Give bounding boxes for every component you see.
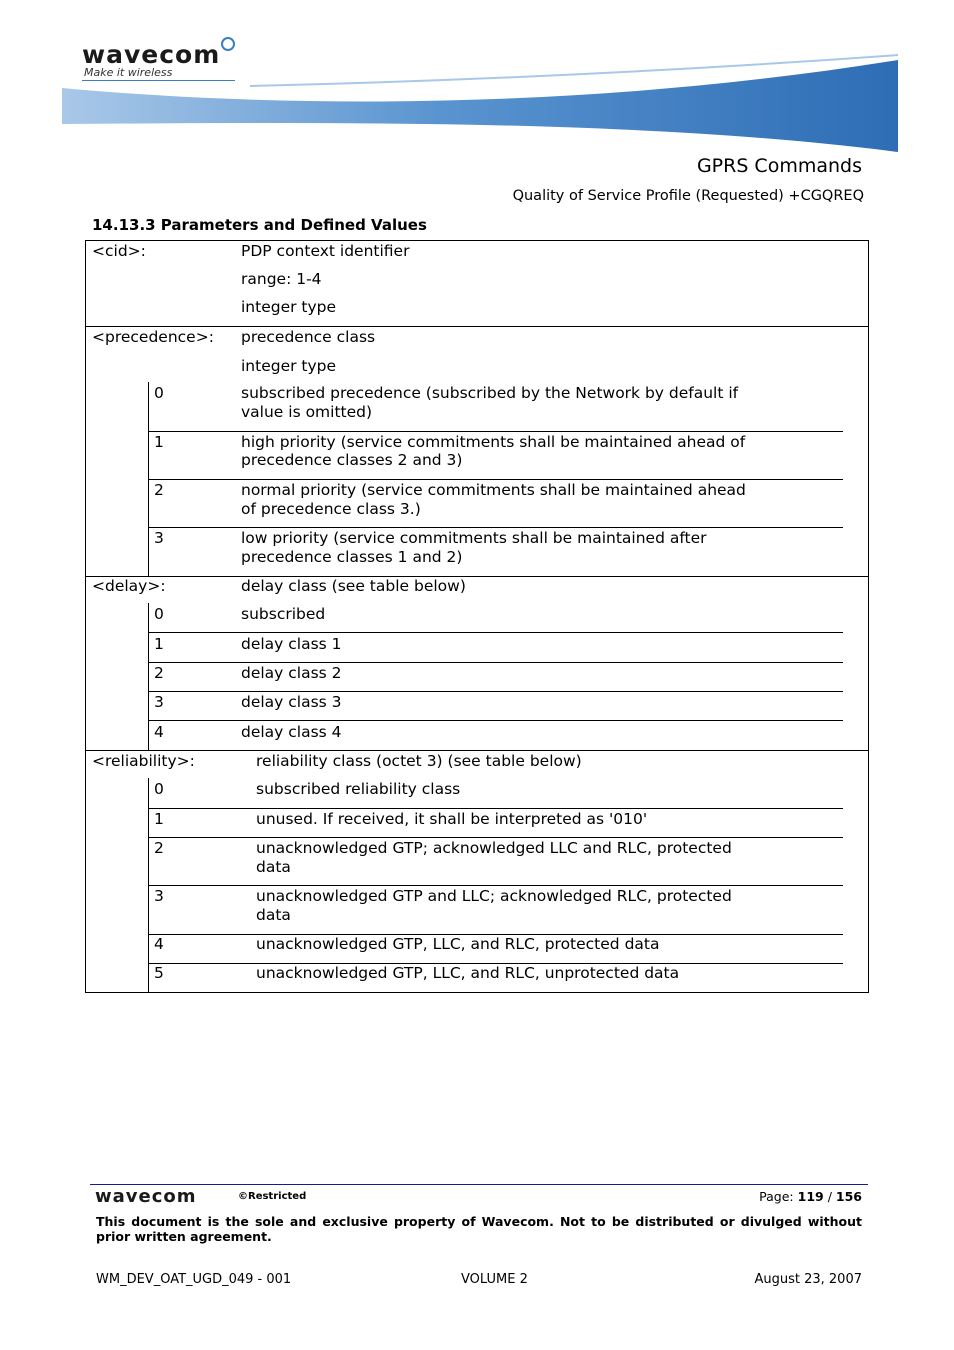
value-code: 1 bbox=[154, 433, 164, 451]
row-divider bbox=[86, 326, 868, 327]
value-desc: delay class 1 bbox=[241, 635, 342, 653]
value-desc: subscribed reliability class bbox=[256, 780, 461, 798]
param-desc: PDP context identifier bbox=[241, 242, 410, 260]
value-code: 3 bbox=[154, 529, 164, 547]
value-desc: unacknowledged GTP, LLC, and RLC, unprotected data bbox=[256, 964, 680, 982]
value-desc: of precedence class 3.) bbox=[241, 500, 421, 518]
value-desc: delay class 3 bbox=[241, 693, 342, 711]
value-code: 1 bbox=[154, 810, 164, 828]
row-divider bbox=[86, 576, 868, 577]
param-name-precedence: <precedence>: bbox=[92, 328, 214, 346]
value-desc: subscribed bbox=[241, 605, 326, 623]
chapter-title: GPRS Commands bbox=[696, 155, 862, 177]
value-code: 3 bbox=[154, 887, 164, 905]
header-swoosh bbox=[0, 50, 954, 160]
value-code: 0 bbox=[154, 605, 164, 623]
param-desc: integer type bbox=[241, 357, 337, 375]
value-code: 0 bbox=[154, 780, 164, 798]
value-desc: unused. If received, it shall be interpreted as '010' bbox=[256, 810, 648, 828]
footer-logo: wavecom bbox=[95, 1186, 197, 1207]
value-desc: low priority (service commitments shall be maintained after bbox=[241, 529, 707, 547]
value-desc: data bbox=[256, 906, 291, 924]
value-divider bbox=[148, 479, 843, 480]
value-desc: unacknowledged GTP; acknowledged LLC and RLC, protected bbox=[256, 839, 732, 857]
value-desc: unacknowledged GTP and LLC; acknowledged RLC, protected bbox=[256, 887, 732, 905]
page-separator: / bbox=[827, 1189, 832, 1204]
value-code: 1 bbox=[154, 635, 164, 653]
param-desc: precedence class bbox=[241, 328, 376, 346]
param-desc: reliability class (octet 3) (see table below) bbox=[256, 752, 582, 770]
value-desc: high priority (service commitments shall be maintained ahead of bbox=[241, 433, 746, 451]
page-current: 119 bbox=[797, 1189, 824, 1204]
value-divider bbox=[148, 720, 843, 721]
value-code: 2 bbox=[154, 839, 164, 857]
restricted-label: ©Restricted bbox=[238, 1191, 307, 1202]
page-total: 156 bbox=[835, 1189, 862, 1204]
param-desc: range: 1-4 bbox=[241, 270, 322, 288]
value-desc: value is omitted) bbox=[241, 403, 373, 421]
value-desc: data bbox=[256, 858, 291, 876]
section-heading: 14.13.3 Parameters and Defined Values bbox=[92, 216, 427, 234]
value-divider bbox=[148, 837, 843, 838]
param-name-cid: <cid>: bbox=[92, 242, 146, 260]
footer-divider bbox=[90, 1184, 868, 1185]
logo-tagline: Make it wireless bbox=[84, 66, 173, 79]
value-divider bbox=[148, 691, 843, 692]
value-code: 2 bbox=[154, 481, 164, 499]
document-date: August 23, 2007 bbox=[754, 1272, 862, 1287]
value-code: 0 bbox=[154, 384, 164, 402]
document-reference: WM_DEV_OAT_UGD_049 - 001 bbox=[96, 1272, 292, 1287]
value-desc: delay class 2 bbox=[241, 664, 342, 682]
volume-label: VOLUME 2 bbox=[461, 1272, 528, 1287]
logo-swirl-icon bbox=[221, 37, 235, 51]
value-code: 5 bbox=[154, 964, 164, 982]
value-divider bbox=[148, 431, 843, 432]
value-code: 3 bbox=[154, 693, 164, 711]
param-desc: delay class (see table below) bbox=[241, 577, 466, 595]
value-desc: delay class 4 bbox=[241, 723, 342, 741]
value-desc: normal priority (service commitments shall be maintained ahead bbox=[241, 481, 746, 499]
value-divider bbox=[148, 632, 843, 633]
value-divider bbox=[148, 662, 843, 663]
value-divider bbox=[148, 885, 843, 886]
value-column-line bbox=[148, 603, 149, 750]
value-divider bbox=[148, 527, 843, 528]
value-desc: precedence classes 1 and 2) bbox=[241, 548, 463, 566]
confidentiality-notice: This document is the sole and exclusive property of Wavecom. Not to be distributed or divulged without prior written agreement. bbox=[96, 1214, 862, 1244]
value-desc: unacknowledged GTP, LLC, and RLC, protected data bbox=[256, 935, 660, 953]
value-desc: subscribed precedence (subscribed by the Network by default if bbox=[241, 384, 739, 402]
value-code: 4 bbox=[154, 935, 164, 953]
page-number bbox=[759, 1189, 862, 1204]
param-desc: integer type bbox=[241, 298, 337, 316]
logo-wordmark: wavecom bbox=[82, 40, 221, 69]
value-code: 4 bbox=[154, 723, 164, 741]
param-name-delay: <delay>: bbox=[92, 577, 166, 595]
row-divider bbox=[86, 750, 868, 751]
value-code: 2 bbox=[154, 664, 164, 682]
command-title: Quality of Service Profile (Requested) +CGQREQ bbox=[512, 188, 864, 204]
parameters-table bbox=[85, 240, 869, 993]
value-desc: precedence classes 2 and 3) bbox=[241, 451, 463, 469]
value-divider bbox=[148, 808, 843, 809]
page-label: Page: bbox=[759, 1189, 794, 1204]
param-name-reliability: <reliability>: bbox=[92, 752, 195, 770]
